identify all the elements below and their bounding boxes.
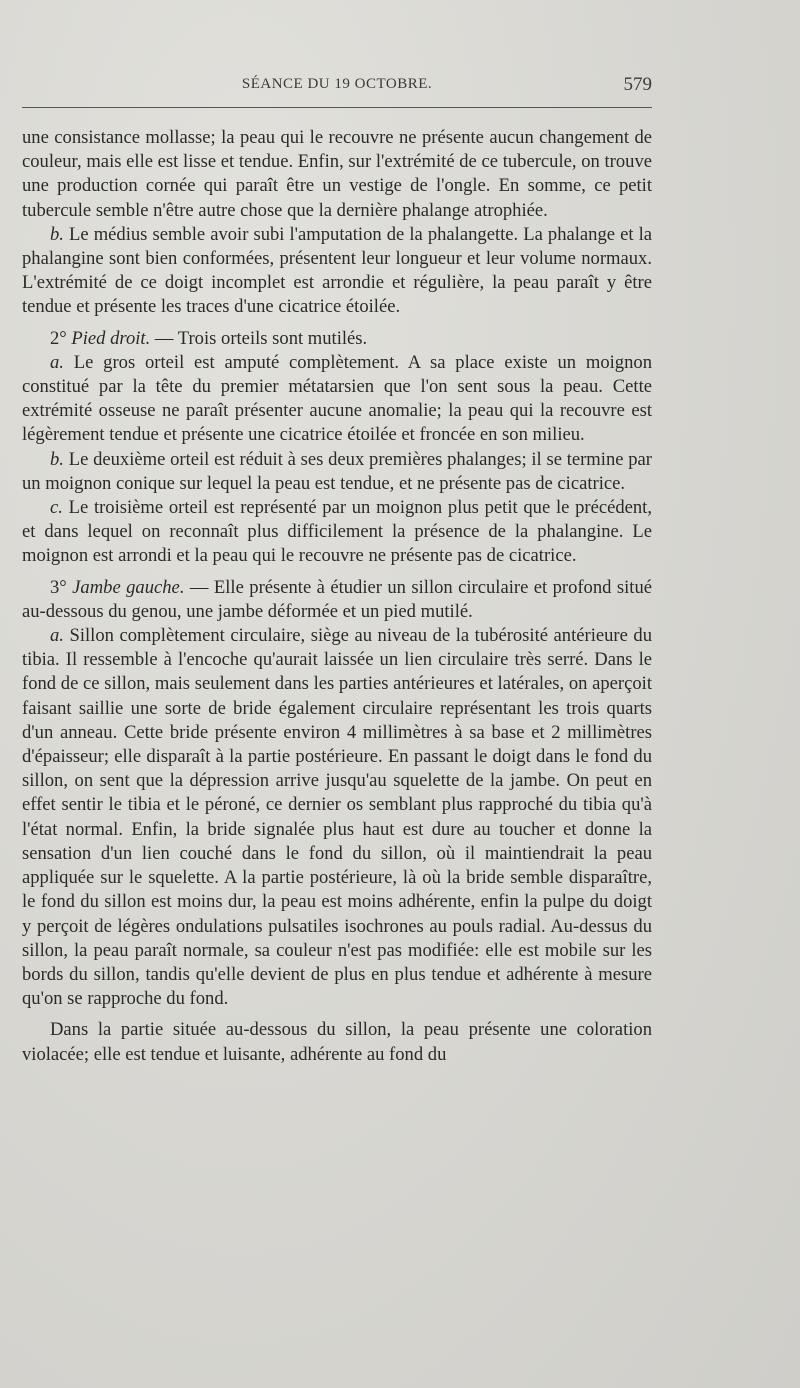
item-label: a. bbox=[50, 351, 64, 373]
paragraph-text: Dans la partie située au-dessous du sillon, la peau présente une coloration violacée; elle est tendue et luisante, adhérente au fond du bbox=[22, 1019, 652, 1065]
paragraph-continuation bbox=[22, 126, 652, 223]
paragraph-text: Sillon complètement circulaire, siège au niveau de la tubérosité antérieure du tibia. Il ressemble à l'encoche qu'aurait laissée un lien circulaire très serré. Dans le fond de ce sillon, mais seulement dans les parties antérieures et latérales, on aperçoit faisant saillie une sorte de bride également circulaire représentant les trois quarts d'un anneau. Cette bride présente environ 4 millimètres à sa base et 2 millimètres d'épaisseur; elle disparaît à la partie postérieure. En passant le doigt dans le fond du sillon, on sent que la dépression arrive jusqu'au squelette de la jambe. On peut en effet sentir le tibia et le péroné, ce dernier os semblant plus rapproché du tibia qu'à l'état normal. Enfin, la bride signalée plus haut est dure au toucher et donne la sensation d'un lien couché dans le fond du sillon, où il maintiendrait la peau appliquée sur le squelette. A la partie postérieure, là où la bride semble disparaître, le fond du sillon est moins dur, la peau est moins adhérente, enfin la pulpe du doigt y perçoit de légères ondulations pulsatiles isochrones au pouls radial. Au-dessus du sillon, la peau paraît normale, sa couleur n'est pas modifiée: elle est mobile sur les bords du sillon, tandis qu'elle devient de plus en plus tendue et adhérente à mesure qu'on se rapproche du fond. bbox=[22, 625, 652, 1010]
paragraph-medius bbox=[22, 223, 652, 320]
paragraph-gros-orteil bbox=[22, 351, 652, 448]
running-title: SÉANCE DU 19 OCTOBRE. bbox=[241, 76, 433, 92]
paragraph-text: — Elle présente à étudier un sillon circulaire et profond situé au-dessous du genou, une jambe déformée et un pied mutilé. bbox=[22, 576, 652, 622]
paragraph-sillon bbox=[22, 624, 652, 1011]
item-label: a. bbox=[50, 625, 64, 647]
section-heading: Jambe gauche. bbox=[72, 576, 185, 598]
item-label: b. bbox=[50, 223, 64, 245]
page-number: 579 bbox=[623, 74, 652, 95]
body-text bbox=[22, 126, 652, 1067]
section-number: 2° bbox=[50, 327, 67, 349]
item-label: b. bbox=[50, 448, 64, 470]
section-jambe-gauche bbox=[22, 576, 652, 624]
paragraph-text: Le troisième orteil est représenté par un moignon plus petit que le précédent, et dans lequel on reconnaît plus difficilement la présence de la phalangine. Le moignon est arrondi et la peau qui le recouvre ne présente pas de cicatrice. bbox=[22, 497, 652, 567]
item-label: c. bbox=[50, 497, 63, 519]
section-number: 3° bbox=[50, 576, 67, 598]
paragraph-partie-situee bbox=[22, 1018, 652, 1066]
paragraph-deuxieme-orteil bbox=[22, 448, 652, 496]
paragraph-text: Le deuxième orteil est réduit à ses deux premières phalanges; il se termine par un moignon conique sur lequel la peau est tendue, et ne présente pas de cicatrice. bbox=[22, 448, 652, 494]
header-rule bbox=[22, 107, 652, 108]
paragraph-text: — Trois orteils sont mutilés. bbox=[150, 327, 368, 349]
page-header bbox=[22, 74, 652, 102]
paragraph-text: Le gros orteil est amputé complètement. A sa place existe un moignon constitué par la tête du premier métatarsien que l'on sent sous la peau. Cette extrémité osseuse ne paraît présenter aucune anomalie; la peau qui la recouvre est légèrement tendue et présente une cicatrice étoilée et froncée en son milieu. bbox=[22, 351, 652, 446]
section-pied-droit bbox=[22, 327, 652, 351]
paragraph-text: une consistance mollasse; la peau qui le recouvre ne présente aucun changement de couleur, mais elle est lisse et tendue. Enfin, sur l'extrémité de ce tubercule, on trouve une production cornée qui paraît être un vestige de l'ongle. En somme, ce petit tubercule semble n'être autre chose que la dernière phalange atrophiée. bbox=[22, 127, 652, 221]
paragraph-text: Le médius semble avoir subi l'amputation de la phalangette. La phalange et la phalangine sont bien conformées, présentent leur longueur et leur volume normaux. L'extrémité de ce doigt incomplet est arrondie et régulière, la peau paraît y être tendue et présente les traces d'une cicatrice étoilée. bbox=[22, 223, 652, 318]
paragraph-troisieme-orteil bbox=[22, 496, 652, 569]
section-heading: Pied droit. bbox=[71, 327, 151, 349]
